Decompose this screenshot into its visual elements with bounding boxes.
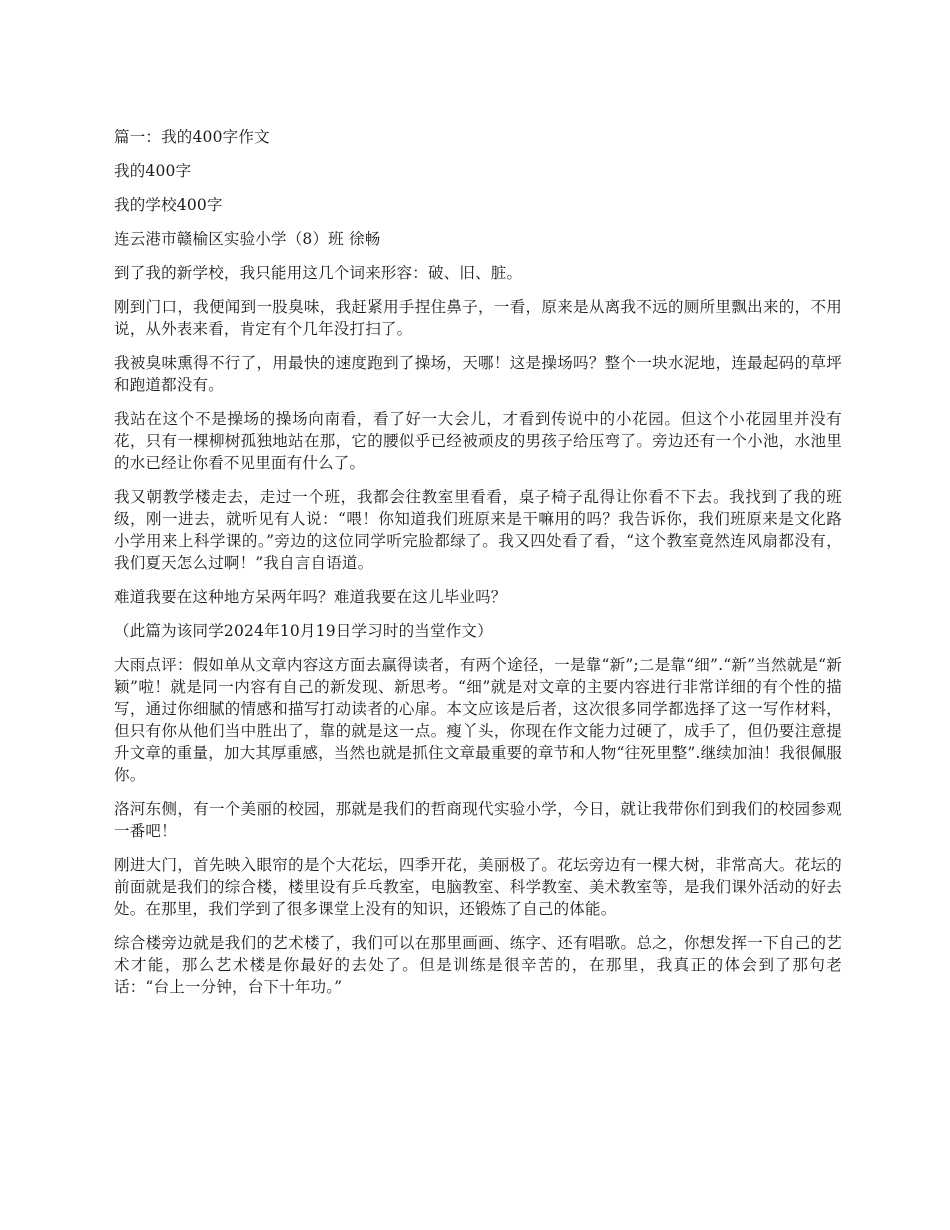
body-paragraph: 刚到门口，我便闻到一股臭味，我赶紧用手捏住鼻子，一看，原来是从离我不远的厕所里飘出来的，不用说，从外表来看，肯定有个几年没打扫了。 <box>114 298 842 338</box>
essay-note: （此篇为该同学2024年10月19日学习时的当堂作文） <box>114 622 493 640</box>
author-line: 连云港市赣榆区实验小学（8）班 徐畅 <box>114 230 381 248</box>
body-paragraph: 我被臭味熏得不行了，用最快的速度跑到了操场，天哪！这是操场吗？整个一块水泥地，连最起码的草坪和跑道都没有。 <box>114 354 842 394</box>
body-paragraph: 洛河东侧，有一个美丽的校园，那就是我们的哲商现代实验小学，今日，就让我带你们到我们的校园参观一番吧！ <box>114 800 842 840</box>
essay-title: 我的学校400字 <box>114 196 223 214</box>
teacher-comment: 大雨点评：假如单从文章内容这方面去赢得读者，有两个途径，一是靠“新”;二是靠“细”.“新”当然就是“新颖”啦！就是同一内容有自己的新发现、新思考。“细”就是对文章的主要内容进行非常详细的有个性的描写，通过你细腻的情感和描写打动读者的心扉。本文应该是后者，这次很多同学都选择了这一写作材料，但只有你从他们当中胜出了，靠的就是这一点。瘦丫头，你现在作文能力过硬了，成手了，但仍要注意提升文章的重量，加大其厚重感，当然也就是抓住文章最重要的章节和人物“往死里整”.继续加油！我很佩服你。 <box>114 656 842 784</box>
document-page <box>114 126 842 1010</box>
body-paragraph: 综合楼旁边就是我们的艺术楼了，我们可以在那里画画、练字、还有唱歌。总之，你想发挥一下自己的艺术才能，那么艺术楼是你最好的去处了。但是训练是很辛苦的，在那里，我真正的体会到了那句老话：“台上一分钟，台下十年功。” <box>114 934 842 996</box>
subtitle-my-400-words: 我的400字 <box>114 162 192 180</box>
body-paragraph: 到了我的新学校，我只能用这几个词来形容：破、旧、脏。 <box>114 264 523 282</box>
heading-essay-one: 篇一：我的400字作文 <box>114 128 270 146</box>
body-paragraph: 难道我要在这种地方呆两年吗？难道我要在这儿毕业吗？ <box>114 588 507 606</box>
body-paragraph: 我又朝教学楼走去，走过一个班，我都会往教室里看看，桌子椅子乱得让你看不下去。我找到了我的班级，刚一进去，就听见有人说：“喂！你知道我们班原来是干嘛用的吗？我告诉你，我们班原来是文化路小学用来上科学课的。”旁边的这位同学听完脸都绿了。我又四处看了看，“这个教室竟然连风扇都没有，我们夏天怎么过啊！”我自言自语道。 <box>114 488 842 572</box>
body-paragraph: 我站在这个不是操场的操场向南看，看了好一大会儿，才看到传说中的小花园。但这个小花园里并没有花，只有一棵柳树孤独地站在那，它的腰似乎已经被顽皮的男孩子给压弯了。旁边还有一个小池，水池里的水已经让你看不见里面有什么了。 <box>114 410 842 472</box>
body-paragraph: 刚进大门，首先映入眼帘的是个大花坛，四季开花，美丽极了。花坛旁边有一棵大树，非常高大。花坛的前面就是我们的综合楼，楼里设有乒乓教室，电脑教室、科学教室、美术教室等，是我们课外活动的好去处。在那里，我们学到了很多课堂上没有的知识，还锻炼了自己的体能。 <box>114 856 842 918</box>
